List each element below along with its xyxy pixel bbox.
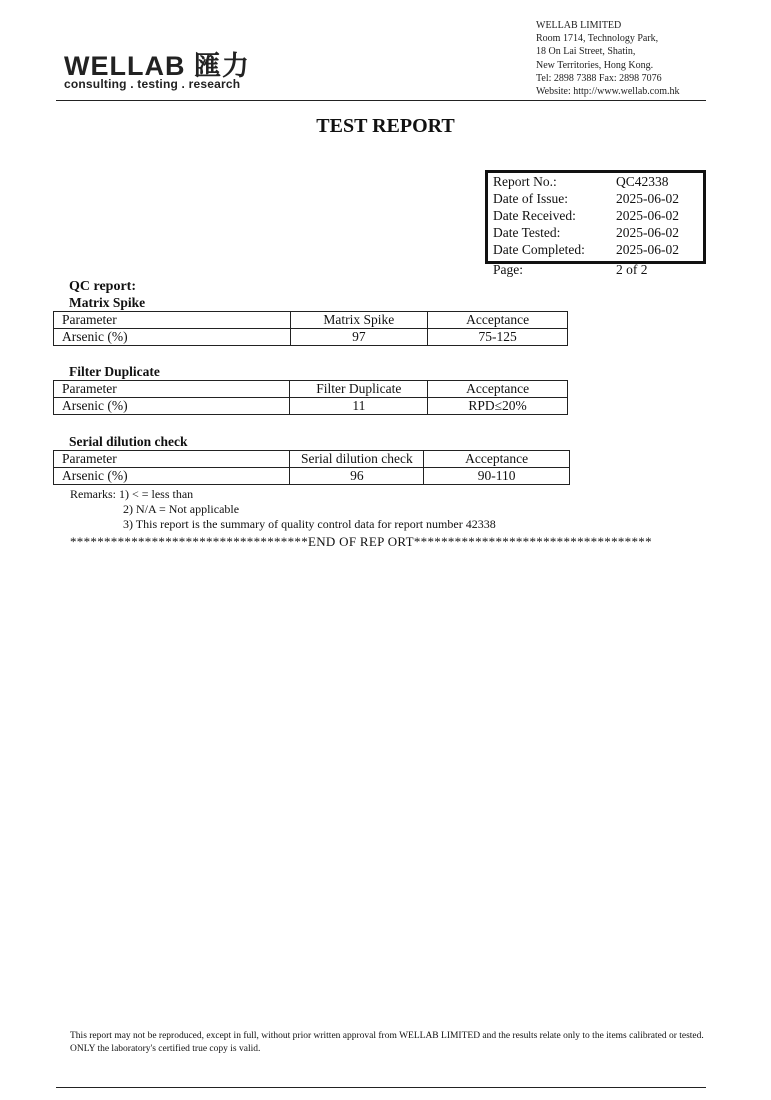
table-header-cell: Acceptance	[428, 312, 568, 329]
contact-phone-fax: Tel: 2898 7388 Fax: 2898 7076	[536, 72, 662, 84]
meta-value: 2025-06-02	[616, 208, 679, 223]
table-cell: 75-125	[428, 329, 568, 346]
meta-label: Report No.:	[493, 174, 557, 189]
table-header-cell: Filter Duplicate	[290, 381, 428, 398]
address-line: Room 1714, Technology Park,	[536, 33, 659, 45]
table-cell: 90-110	[424, 468, 570, 485]
table-header-row	[54, 312, 568, 329]
matrix-spike-title: Matrix Spike	[69, 295, 146, 310]
address-line: New Territories, Hong Kong.	[536, 59, 654, 71]
address-line: 18 On Lai Street, Shatin,	[536, 46, 636, 58]
meta-value: 2025-06-02	[616, 242, 679, 257]
table-header-row	[54, 381, 568, 398]
table-cell: 96	[290, 468, 424, 485]
end-of-report-line: ***********************************END OF REP ORT***********************************	[70, 534, 652, 549]
table-cell: 97	[290, 329, 428, 346]
remark-item: 2) N/A = Not applicable	[123, 502, 240, 516]
meta-label: Page:	[493, 262, 523, 277]
table-header-cell: Matrix Spike	[290, 312, 428, 329]
company-address-block	[536, 19, 680, 98]
table-header-cell: Acceptance	[424, 451, 570, 468]
meta-label: Date Received:	[493, 208, 576, 223]
table-row	[54, 329, 568, 346]
filter-duplicate-table	[53, 380, 568, 415]
table-cell: Arsenic (%)	[54, 329, 291, 346]
meta-value: QC42338	[616, 174, 669, 189]
table-header-row	[54, 451, 570, 468]
table-cell: Arsenic (%)	[54, 468, 290, 485]
meta-value: 2025-06-02	[616, 191, 679, 206]
footer-divider	[56, 1087, 706, 1088]
table-header-cell: Parameter	[54, 451, 290, 468]
serial-dilution-table	[53, 450, 570, 485]
header-divider	[56, 100, 706, 101]
serial-dilution-title: Serial dilution check	[69, 434, 188, 449]
table-header-cell: Parameter	[54, 312, 291, 329]
remarks-block	[70, 487, 496, 532]
table-header-cell: Acceptance	[428, 381, 568, 398]
meta-label: Date Tested:	[493, 225, 561, 240]
table-cell: RPD≤20%	[428, 398, 568, 415]
matrix-spike-table	[53, 311, 568, 346]
meta-value: 2025-06-02	[616, 225, 679, 240]
table-cell: Arsenic (%)	[54, 398, 290, 415]
company-name: WELLAB LIMITED	[536, 20, 622, 31]
remark-item: Remarks: 1) < = less than	[70, 487, 194, 501]
remark-item: 3) This report is the summary of quality control data for report number 42338	[123, 517, 496, 531]
qc-report-heading: QC report:	[69, 279, 136, 294]
page-title: TEST REPORT	[316, 115, 455, 137]
footer-disclaimer: This report may not be reproduced, except in full, without prior written approval from WELLAB LIMITED and the results relate only to the items calibrated or tested. ONLY the laboratory's certified true copy is valid.	[70, 1031, 704, 1054]
meta-label: Date Completed:	[493, 242, 585, 257]
table-row	[54, 398, 568, 415]
table-header-cell: Parameter	[54, 381, 290, 398]
contact-website: Website: http://www.wellab.com.hk	[536, 86, 680, 98]
table-cell: 11	[290, 398, 428, 415]
company-logo: WELLAB 匯力	[64, 51, 250, 81]
company-tagline: consulting . testing . research	[64, 77, 241, 91]
table-row	[54, 468, 570, 485]
meta-label: Date of Issue:	[493, 191, 568, 206]
table-header-cell: Serial dilution check	[290, 451, 424, 468]
filter-duplicate-title: Filter Duplicate	[69, 364, 160, 379]
meta-value: 2 of 2	[616, 262, 648, 277]
